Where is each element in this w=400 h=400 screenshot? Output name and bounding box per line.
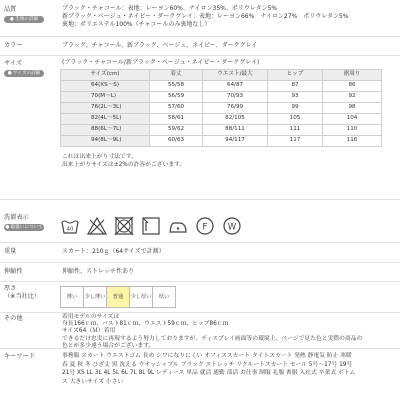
other-notes	[62, 314, 396, 350]
size-header-cell: ウエスト/最大	[203, 70, 268, 81]
other-line: サイズ64（Ｍ）着用	[62, 328, 116, 335]
care-icons	[60, 216, 242, 236]
size-cell: 111	[268, 125, 323, 136]
size-cell: 94/117	[203, 136, 268, 147]
stretch-row	[0, 263, 400, 282]
size-cell: 92	[323, 92, 382, 103]
thickness-option: 少し厚い	[129, 286, 153, 308]
keywords-label: キーワード	[4, 353, 35, 360]
size-note: 出来上がりサイズは±2%の許容がございます。	[62, 161, 186, 168]
line-dry-shade-icon	[141, 216, 161, 236]
size-cell: 82/105	[203, 114, 268, 125]
weight-label: 重量	[4, 248, 17, 255]
size-cell: 87	[268, 81, 323, 92]
washing-row	[0, 212, 400, 243]
size-header-cell: サイズ(cm)	[61, 70, 150, 81]
size-cell: 98	[323, 103, 382, 114]
size-cell: 93	[268, 92, 323, 103]
table-row	[61, 103, 382, 114]
thickness-option: 厚い	[152, 286, 176, 308]
svg-text:W: W	[227, 222, 237, 233]
size-cell: 64/87	[203, 81, 268, 92]
color-label: カラー	[4, 42, 23, 49]
keywords-list	[62, 352, 396, 387]
other-line: 着用モデルのサイズは	[62, 314, 120, 320]
size-table-header	[61, 70, 382, 81]
size-cell: 105	[268, 114, 323, 125]
size-cell: 59/62	[150, 125, 203, 136]
color-row	[0, 37, 400, 56]
size-cell: 70(M〜L)	[61, 92, 150, 103]
thickness-meter	[60, 286, 175, 308]
material-label: 品質	[4, 6, 17, 13]
size-table-wrap	[60, 69, 382, 147]
size-table	[60, 69, 382, 147]
table-row	[61, 92, 382, 103]
thickness-option: 薄い	[60, 286, 84, 308]
other-row	[0, 313, 400, 349]
size-cell: 76(2L〜3L)	[61, 103, 150, 114]
size-header-cell: ヒップ	[268, 70, 323, 81]
size-cell: 55/58	[150, 81, 203, 92]
size-cell: 70/93	[203, 92, 268, 103]
size-detail-badge[interactable]: ● サイズの詳細	[4, 70, 44, 77]
dry-clean-f-icon	[195, 216, 215, 236]
size-cell: 110	[323, 125, 382, 136]
color-value: ブラック、チャコール、新ブラック、ベージュ、ネイビー、ダークグレイ	[62, 42, 258, 49]
thickness-label: 厚さ	[4, 285, 17, 292]
keywords-line: 事務服 スカート ウエストゴム 長め シワになりにくい オフィススカート タイトスカート 発熱 静電気 防止 寒暖	[62, 353, 352, 359]
svg-text:40: 40	[66, 226, 74, 233]
stretch-value: 伸縮性、ストレッチ性あり	[62, 268, 134, 275]
size-label: サイズ	[4, 60, 23, 67]
size-cell: 86	[323, 81, 382, 92]
washing-care-badge[interactable]: ● 取扱いについて	[5, 225, 43, 230]
size-cell: 117	[268, 136, 323, 147]
thickness-option: 少し薄い	[83, 286, 107, 308]
size-cell: 104	[323, 114, 382, 125]
material-values	[62, 5, 396, 29]
table-row	[61, 125, 382, 136]
no-bleach-icon	[87, 216, 107, 236]
svg-text:F: F	[202, 222, 208, 233]
size-cell: 99	[268, 103, 323, 114]
size-cell: 60/63	[150, 136, 203, 147]
keywords-line: ス 大きいサイズ 小さい	[62, 379, 124, 386]
size-notes	[62, 154, 396, 170]
other-line: 身長166ｃｍ、バスト81ｃｍ、ウエスト59ｃｍ、ヒップ86ｃｍ	[62, 321, 229, 328]
wash-40-icon	[60, 216, 80, 236]
other-label: その他	[4, 315, 23, 322]
size-caption: (ブラック・チャコール/新ブラック・ベージュ・ネイビー・ダークグレイ)	[62, 59, 260, 66]
size-row	[0, 56, 400, 200]
thickness-sublabel: （※当社比）	[4, 293, 41, 300]
other-line: できるだけ忠実に再現するよう努力しておりますが、ディスプレイ画面等の環境上、ページで見た色と実際の商品の	[62, 335, 363, 342]
size-cell: 82(4L〜5L)	[61, 114, 150, 125]
keywords-line: 春 夏 秋 冬 ひざ丈 黒 洗える ウオッシャブル ブラック ストレッチ リクルートスカート セール 5号〜17号 19号	[62, 361, 353, 368]
size-cell: 58/61	[150, 114, 203, 125]
table-row	[61, 81, 382, 92]
size-cell: 88/111	[203, 125, 268, 136]
size-cell: 94(8L〜9L)	[61, 136, 150, 147]
stretch-label: 伸縮性	[4, 268, 23, 275]
washing-label: 洗濯表示	[4, 214, 29, 221]
table-row	[61, 136, 382, 147]
thickness-option-selected: 普通	[106, 286, 130, 308]
keywords-row	[0, 349, 400, 399]
size-cell: 57/60	[150, 103, 203, 114]
size-cell: 56/59	[150, 92, 203, 103]
material-line: 新ブラック・ベージュ・ネイビー・ダークグレイ：表地：レーヨン66% ナイロン27% ポリウレタン5%	[62, 13, 349, 21]
size-header-cell: 裾周り	[323, 70, 382, 81]
weight-value: スカート：210ｇ（64サイズで計測）	[62, 248, 165, 255]
tumble-dry-forbidden-icon	[114, 216, 134, 236]
thickness-row	[0, 282, 400, 313]
size-note: これは出来上がり寸法です。	[62, 154, 137, 160]
material-line: 裏地：ポリエステル100%（チャコールのみ裏地なし）	[62, 21, 211, 29]
table-row	[61, 114, 382, 125]
wet-clean-w-icon	[222, 216, 242, 236]
weight-row	[0, 243, 400, 263]
size-cell: 116	[323, 136, 382, 147]
material-detail-badge[interactable]: ● 生地の詳細	[4, 16, 44, 23]
iron-low-icon	[168, 216, 188, 236]
other-line: 色とが多少違う場合がございます。	[62, 342, 155, 349]
size-cell: 76/99	[203, 103, 268, 114]
size-cell: 88(6L〜7L)	[61, 125, 150, 136]
size-header-cell: 着丈	[150, 70, 203, 81]
material-row	[0, 4, 400, 37]
size-cell: 64(XS〜S)	[61, 81, 150, 92]
material-line: ブラック・チャコール：表地：レーヨン60%、ナイロン35%、ポリウレタン5%	[62, 5, 278, 12]
keywords-line: 21号 XS LL 3L 4L 5L 6L 7L 8L 9L レディース 単品 就活 通勤 部活 お仕事 制服 礼服 喪服 入社式 卒業式 ボトム	[62, 370, 356, 377]
